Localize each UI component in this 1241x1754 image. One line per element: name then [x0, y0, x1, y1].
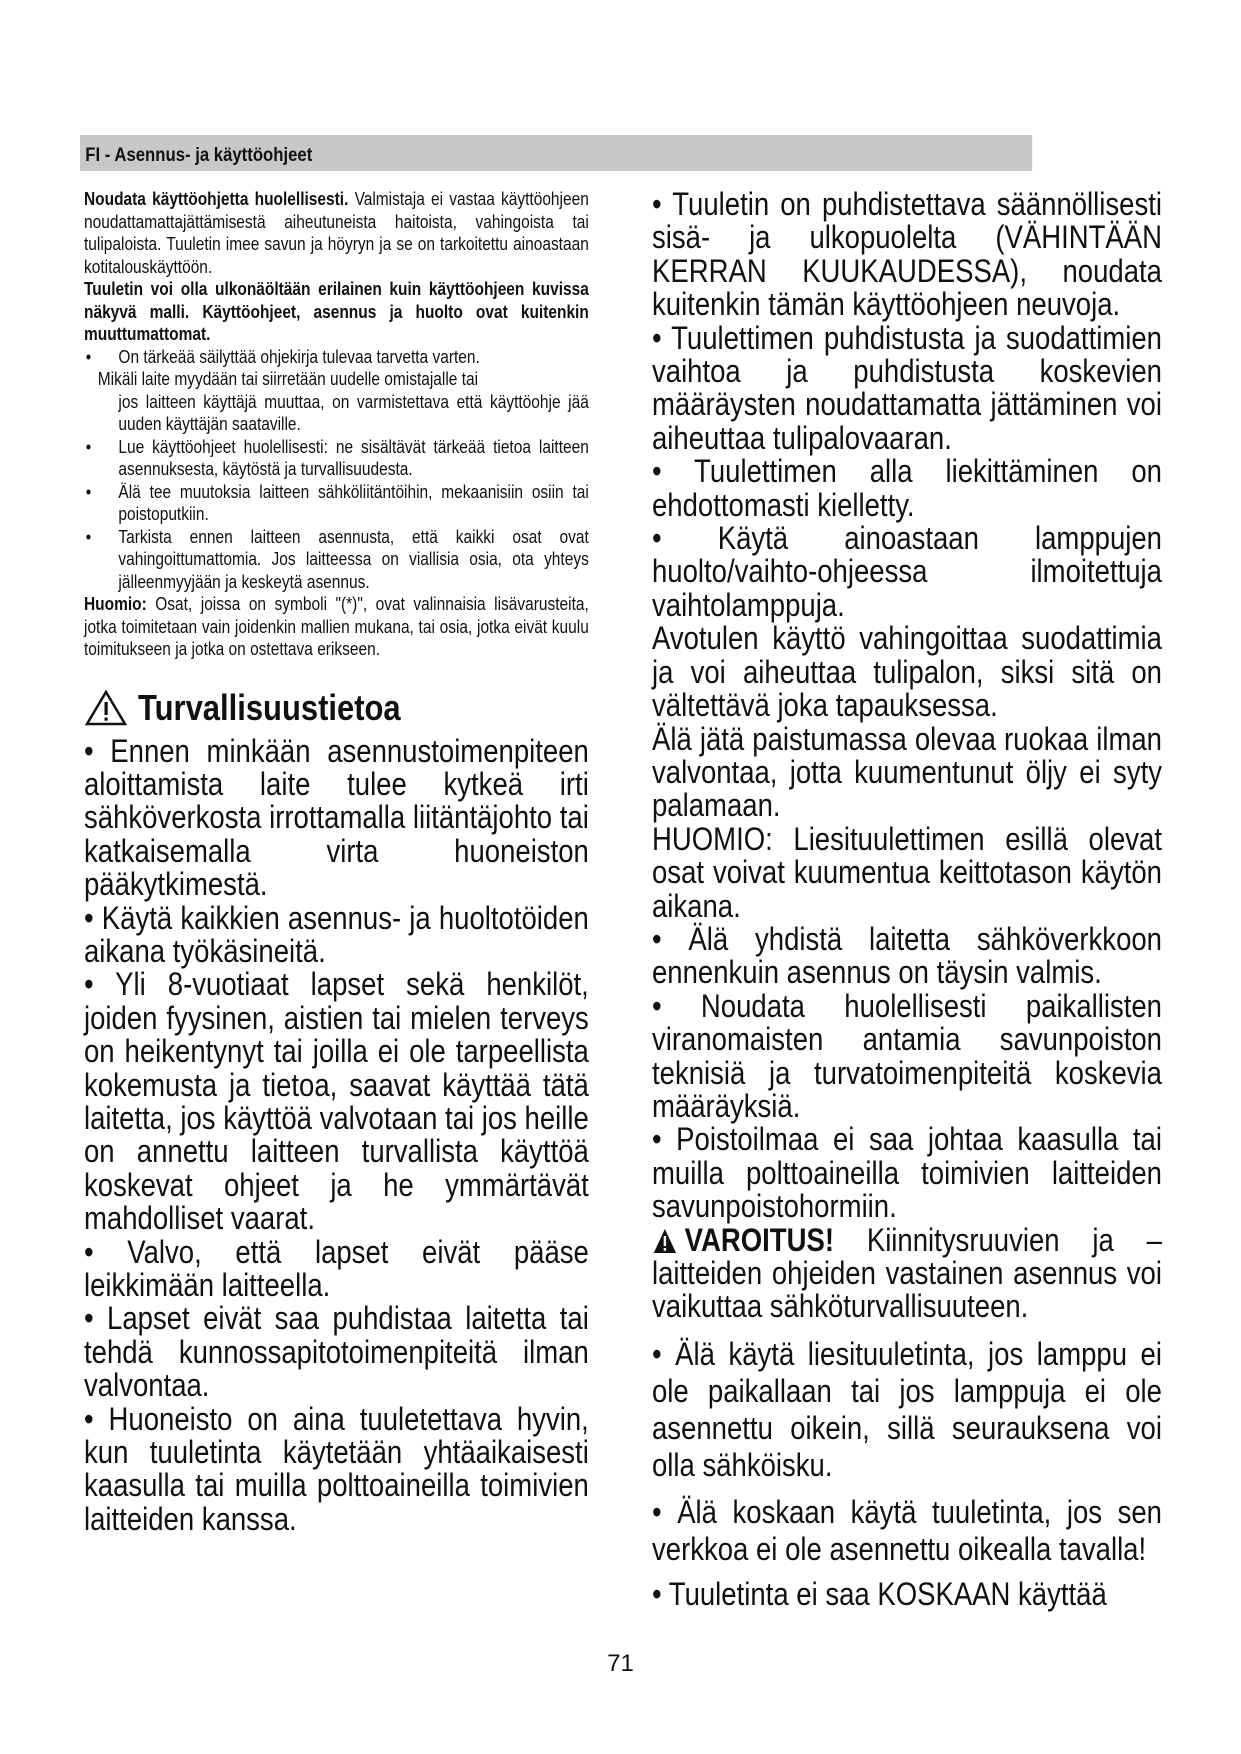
bullet-dot: • — [85, 346, 92, 367]
page-number: 71 — [607, 1650, 634, 1677]
bullet-dot: • — [85, 481, 92, 502]
safety-left-list — [84, 732, 589, 1537]
safety-right-item: • Poistoilmaa ei saa johtaa kaasulla tai muilla polttoaineilla toimivien laitteiden savunpoistohormiin. — [652, 1121, 1162, 1225]
safety-right-item: • Tuuletin on puhdistettava säännöllisesti sisä- ja ulkopuolelta (VÄHINTÄÄN KERRAN KUUKAUDESSA), noudata kuitenkin tämän käyttöohjeen neuvoja. — [652, 186, 1162, 323]
intro-p1-rest: Valmistaja ei vastaa käyttöohjeen noudattamattajättämisestä aiheutuneista haitoista, vahingoista tai tulipaloista. Tuuletin imee savun ja höyryn ja se on tarkoitettu ainoastaan kotitalouskäyttöön. — [84, 189, 589, 277]
right-column — [652, 188, 1162, 1611]
intro-mikali-rest: jos laitteen käyttäjä muuttaa, on varmistettava että käyttöohje jää uuden käyttäjän saataville. — [118, 391, 589, 434]
intro-bullet-4 — [84, 526, 589, 594]
intro-note-text: Osat, joissa on symboli "(*)", ovat valinnaisia lisävarusteita, jotka toimitetaan vain joidenkin mallien mukana, tai osia, jotka eivät kuulu toimitukseen ja jotka on ostettava erikseen. — [84, 594, 589, 659]
safety-right-item: • Älä käytä liesituuletinta, jos lamppu ei ole paikallaan tai jos lamppuja ei ole asennettu oikein, sillä seurauksena voi olla sähköisku. — [652, 1335, 1162, 1483]
warning-paragraph — [652, 1221, 1162, 1325]
safety-right-item: • Tuuletinta ei saa KOSKAAN käyttää — [652, 1575, 1107, 1612]
safety-left-item: • Ennen minkään asennustoimenpiteen aloittamista laite tulee kytkeä irti sähköverkosta irrottamalla liitäntäjohto tai katkaisemalla virta huoneiston pääkytkimestä. — [84, 732, 589, 903]
safety-right-item: HUOMIO: Liesituulettimen esillä olevat osat voivat kuumentua keittotason käytön aikana. — [652, 820, 1162, 924]
safety-title: Turvallisuustietoa — [138, 686, 401, 728]
safety-right-item: • Älä yhdistä laitetta sähköverkkoon ennenkuin asennus on täysin valmis. — [652, 920, 1162, 991]
safety-right-item: • Käytä ainoastaan lamppujen huolto/vaihto-ohjeessa ilmoitettuja vaihtolamppuja. — [652, 520, 1162, 623]
intro-bullet-1-text: On tärkeää säilyttää ohjekirja tulevaa tarvetta varten. — [118, 346, 480, 367]
intro-note — [84, 593, 589, 661]
intro-paragraph-2: Tuuletin voi olla ulkonäöltään erilainen kuin käyttöohjeen kuvissa näkyvä malli. Käyttöohjeet, asennus ja huolto ovat kuitenkin muuttumattomat. — [84, 279, 589, 344]
safety-right-list — [652, 188, 1162, 1611]
safety-right-item: Avotulen käyttö vahingoittaa suodattimia ja voi aiheuttaa tulipalon, siksi sitä on vältettävä joka tapauksessa. — [652, 620, 1162, 724]
intro-bullet-3 — [84, 481, 589, 526]
intro-bullet-1 — [84, 346, 589, 369]
intro-mikali-line: Mikäli laite myydään tai siirretään uudelle omistajalle tai — [97, 369, 479, 389]
section-header-bar — [80, 135, 1032, 171]
intro-note-label: Huomio: — [84, 594, 147, 614]
intro-block — [84, 188, 589, 661]
header-title: FI - Asennus- ja käyttöohjeet — [85, 145, 313, 166]
intro-paragraph-1 — [84, 188, 589, 278]
bullet-dot: • — [85, 436, 92, 457]
safety-heading — [84, 687, 589, 729]
warning-text: Kiinnitysruuvien ja – laitteiden ohjeiden vastainen asennus voi vaikuttaa sähköturvallisuuteen. — [652, 1221, 1162, 1325]
intro-bullet-3-text: Älä tee muutoksia laitteen sähköliitäntöihin, mekaanisiin osiin tai poistoputkiin. — [118, 481, 589, 524]
intro-bullet-2-text: Lue käyttöohjeet huolellisesti: ne sisältävät tärkeää tietoa laitteen asennuksesta, käytöstä ja turvallisuudesta. — [118, 436, 589, 479]
bullet-dot: • — [85, 526, 92, 547]
safety-left-item: • Yli 8-vuotiaat lapset sekä henkilöt, joiden fyysinen, aistien tai mielen terveys on heikentynyt tai joilla ei ole tarpeellista kokemusta ja tietoa, saavat käyttää tätä laitetta, jos käyttöä valvotaan tai jos heille on annettu laitteen turvallista käyttöä koskevat ohjeet ja he ymmärtävät mahdolliset vaarat. — [84, 966, 589, 1237]
safety-right-item: • Tuulettimen alla liekittäminen on ehdottomasti kielletty. — [652, 453, 1162, 523]
safety-left-item: • Valvo, että lapset eivät pääse leikkimään laitteella. — [84, 1233, 589, 1303]
intro-p1-bold: Noudata käyttöohjetta huolellisesti. — [84, 189, 349, 209]
warning-filled-icon — [652, 1227, 678, 1255]
safety-right-item: Älä jätä paistumassa olevaa ruokaa ilman valvontaa, jotta kuumentunut öljy ei syty palamaan. — [652, 720, 1162, 824]
intro-bullet-2 — [84, 436, 589, 481]
intro-bullet-4-text: Tarkista ennen laitteen asennusta, että kaikki osat ovat vahingoittumattomia. Jos laitteessa on viallisia osia, ota yhteys jälleenmyyjään ja keskeytä asennus. — [118, 526, 589, 592]
safety-right-item: • Tuulettimen puhdistusta ja suodattimien vaihtoa ja puhdistusta koskevien määräysten noudattamatta jättäminen voi aiheuttaa tulipalovaaran. — [652, 319, 1162, 456]
safety-left-item: • Käytä kaikkien asennus- ja huoltotöiden aikana työkäsineitä. — [84, 899, 589, 969]
safety-right-item: • Noudata huolellisesti paikallisten viranomaisten antamia savunpoiston teknisiä ja turvatoimenpiteitä koskevia määräyksiä. — [652, 987, 1162, 1124]
safety-right-item: • Älä koskaan käytä tuuletinta, jos sen verkkoa ei ole asennettu oikealla tavalla! — [652, 1493, 1162, 1567]
warning-triangle-icon — [84, 689, 128, 727]
left-column — [84, 188, 589, 1536]
warning-label: VAROITUS! — [684, 1221, 834, 1258]
safety-left-item: • Huoneisto on aina tuuletettava hyvin, kun tuuletinta käytetään yhtäaikaisesti kaasulla tai muilla polttoaineilla toimivien laitteiden kanssa. — [84, 1400, 589, 1537]
safety-left-item: • Lapset eivät saa puhdistaa laitetta tai tehdä kunnossapitotoimenpiteitä ilman valvontaa. — [84, 1300, 589, 1404]
